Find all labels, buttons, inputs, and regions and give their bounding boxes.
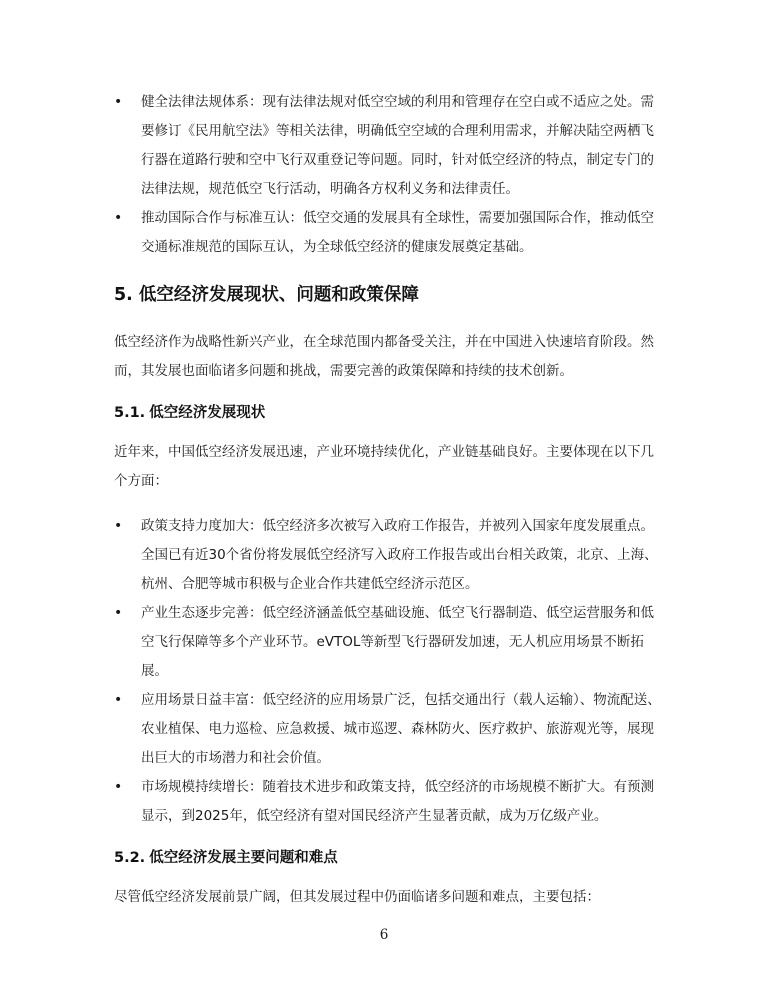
bullet-icon: • [114, 605, 123, 621]
list-item [114, 88, 662, 204]
bullet-icon: • [114, 779, 123, 795]
bullet-icon: • [114, 210, 123, 226]
legal-bullet-list [114, 88, 662, 262]
section-number: 5.1. [114, 405, 146, 421]
list-item [114, 686, 662, 773]
list-item-text: 应用场景日益丰富：低空经济的应用场景广泛，包括交通出行（载人运输）、物流配送、农业植保、电力巡检、应急救援、城市巡逻、森林防火、医疗救护、旅游观光等，展现出巨大的市场潜力和社会价值。 [141, 692, 661, 766]
list-item [114, 204, 662, 262]
page-number: 6 [379, 927, 389, 943]
section-5-2-intro: 尽管低空经济发展前景广阔，但其发展过程中仍面临诸多问题和难点，主要包括： [114, 889, 600, 905]
list-item [114, 599, 662, 686]
bullet-icon: • [114, 518, 123, 534]
section-title: 低空经济发展现状、问题和政策保障 [138, 285, 419, 305]
list-item-text: 推动国际合作与标准互认：低空交通的发展具有全球性，需要加强国际合作，推动低空交通标准规范的国际互认，为全球低空经济的健康发展奠定基础。 [141, 210, 654, 255]
bullet-icon: • [114, 94, 123, 110]
list-item [114, 512, 662, 599]
list-item [114, 773, 662, 831]
section-5-heading [114, 280, 662, 310]
section-number: 5.2. [114, 850, 146, 866]
section-title: 低空经济发展主要问题和难点 [149, 850, 338, 866]
section-title: 低空经济发展现状 [149, 405, 266, 421]
list-item-text: 产业生态逐步完善：低空经济涵盖低空基础设施、低空飞行器制造、低空运营服务和低空飞行保障等多个产业环节。eVTOL等新型飞行器研发加速，无人机应用场景不断拓展。 [141, 605, 654, 679]
bullet-icon: • [114, 692, 123, 708]
list-item-text: 健全法律法规体系：现有法律法规对低空空域的利用和管理存在空白或不适应之处。需要修订《民用航空法》等相关法律，明确低空空域的合理利用需求，并解决陆空两栖飞行器在道路行驶和空中飞行双重登记等问题。同时，针对低空经济的特点，制定专门的法律法规，规范低空飞行活动，明确各方权利义务和法律责任。 [141, 94, 654, 197]
section-5-1-intro: 近年来，中国低空经济发展迅速，产业环境持续优化，产业链基础良好。主要体现在以下几个方面： [114, 444, 654, 489]
list-item-text: 市场规模持续增长：随着技术进步和政策支持，低空经济的市场规模不断扩大。有预测显示，到2025年，低空经济有望对国民经济产生显著贡献，成为万亿级产业。 [141, 779, 654, 824]
section-5-intro: 低空经济作为战略性新兴产业，在全球范围内都备受关注，并在中国进入快速培育阶段。然而，其发展也面临诸多问题和挑战，需要完善的政策保障和持续的技术创新。 [114, 334, 654, 379]
section-5-1-heading [114, 400, 662, 426]
status-bullet-list [114, 512, 662, 831]
page-content [114, 88, 662, 912]
section-number: 5. [114, 285, 133, 305]
section-5-2-heading [114, 845, 662, 871]
list-item-text: 政策支持力度加大：低空经济多次被写入政府工作报告，并被列入国家年度发展重点。全国已有近30个省份将发展低空经济写入政府工作报告或出台相关政策，北京、上海、杭州、合肥等城市积极与企业合作共建低空经济示范区。 [141, 518, 658, 592]
